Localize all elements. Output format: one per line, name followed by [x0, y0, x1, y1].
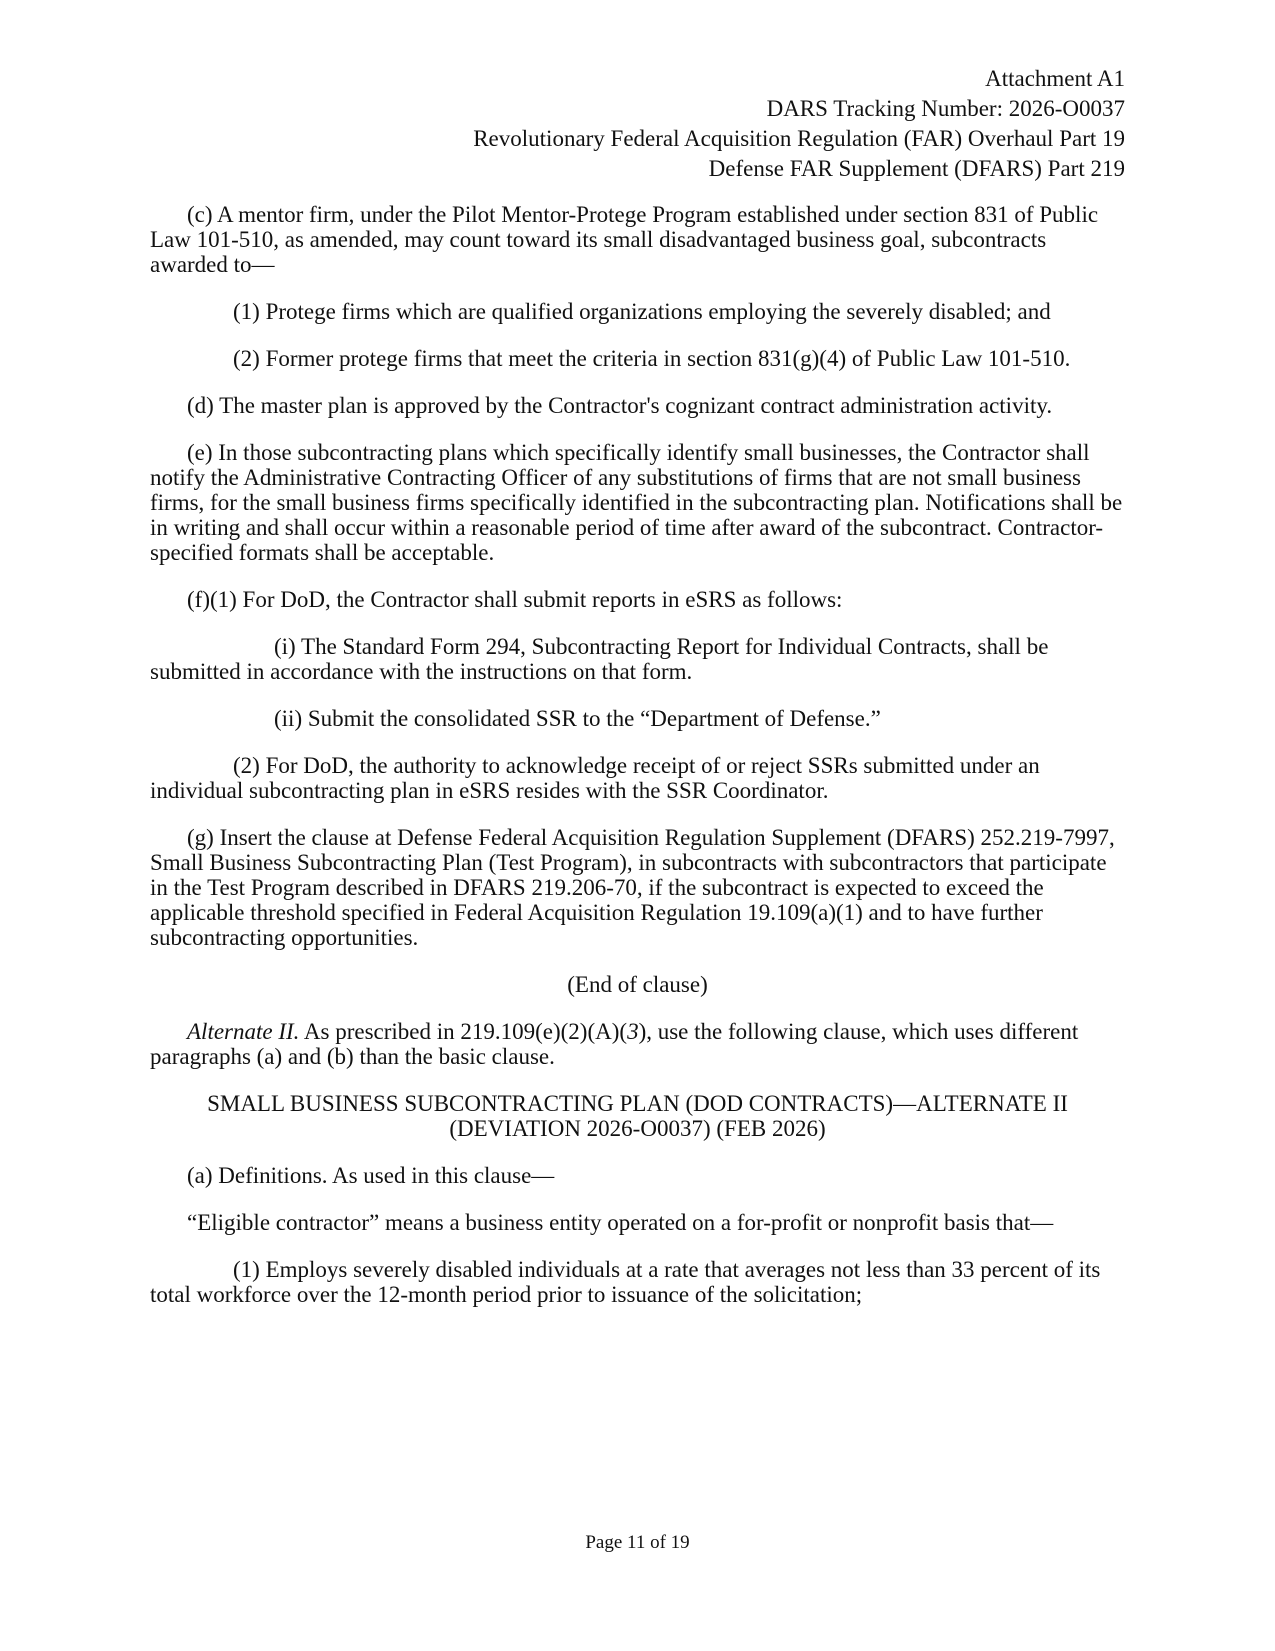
end-of-clause: (End of clause) [567, 972, 708, 997]
paragraph-c-2: (2) Former protege firms that meet the criteria in section 831(g)(4) of Public Law 101-510. [233, 346, 1071, 371]
header-tracking-number: DARS Tracking Number: 2026-O0037 [766, 96, 1125, 121]
header-dfars-part: Defense FAR Supplement (DFARS) Part 219 [708, 156, 1125, 181]
paragraph-f-2: (2) For DoD, the authority to acknowledge receipt of or reject SSRs submitted under an individual subcontracting plan in eSRS resides with the SSR Coordinator. [150, 753, 1040, 803]
page-number: Page 11 of 19 [585, 1532, 690, 1553]
alternate-ii-text-b: ), use the following clause, which uses different paragraphs (a) and (b) than the basic clause. [150, 1019, 1079, 1069]
paragraph-g: (g) Insert the clause at Defense Federal Acquisition Regulation Supplement (DFARS) 252.219-7997, Small Business Subcontracting Plan (Test Program), in subcontracts with subcontractors that participate in the Test Program described in DFARS 219.206-70, if the subcontract is expected to exceed the applicable threshold specified in Federal Acquisition Regulation 19.109(a)(1) and to have further subcontracting opportunities. [150, 825, 1115, 950]
clause-title: SMALL BUSINESS SUBCONTRACTING PLAN (DOD CONTRACTS)—ALTERNATE II (DEVIATION 2026-O0037) (FEB 2026) [207, 1091, 1068, 1141]
alternate-ii-text-a: As prescribed in 219.109(e)(2)(A)( [299, 1019, 628, 1044]
alternate-ii-label: Alternate II. [187, 1019, 300, 1044]
alternate-ii-paragraph [150, 1019, 1125, 1069]
paragraph-e: (e) In those subcontracting plans which specifically identify small businesses, the Contractor shall notify the Administrative Contracting Officer of any substitutions of firms that are not small business firms, for the small business firms specifically identified in the subcontracting plan. Notifications shall be in writing and shall occur within a reasonable period of time after award of the subcontract. Contractor-specified formats shall be acceptable. [150, 440, 1123, 565]
paragraph-c: (c) A mentor firm, under the Pilot Mentor-Protege Program established under section 831 of Public Law 101-510, as amended, may count toward its small disadvantaged business goal, subcontracts awarded to— [150, 202, 1099, 277]
header-attachment: Attachment A1 [985, 66, 1125, 91]
definition-item-1: (1) Employs severely disabled individuals at a rate that averages not less than 33 percent of its total workforce over the 12-month period prior to issuance of the solicitation; [150, 1257, 1101, 1307]
header-far-overhaul: Revolutionary Federal Acquisition Regulation (FAR) Overhaul Part 19 [473, 126, 1125, 151]
alternate-ii-text-italic: 3 [627, 1019, 639, 1044]
paragraph-c-1: (1) Protege firms which are qualified organizations employing the severely disabled; and [233, 299, 1051, 324]
page-header [150, 64, 1125, 184]
paragraph-f-1: (f)(1) For DoD, the Contractor shall submit reports in eSRS as follows: [187, 587, 843, 612]
paragraph-f-1-i: (i) The Standard Form 294, Subcontracting Report for Individual Contracts, shall be submitted in accordance with the instructions on that form. [150, 634, 1049, 684]
paragraph-d: (d) The master plan is approved by the Contractor's cognizant contract administration activity. [187, 393, 1053, 418]
document-body [150, 202, 1125, 1307]
paragraph-a-definitions: (a) Definitions. As used in this clause— [187, 1163, 555, 1188]
definition-eligible-contractor: “Eligible contractor” means a business entity operated on a for-profit or nonprofit basis that— [187, 1210, 1054, 1235]
paragraph-f-1-ii: (ii) Submit the consolidated SSR to the “Department of Defense.” [274, 706, 881, 731]
